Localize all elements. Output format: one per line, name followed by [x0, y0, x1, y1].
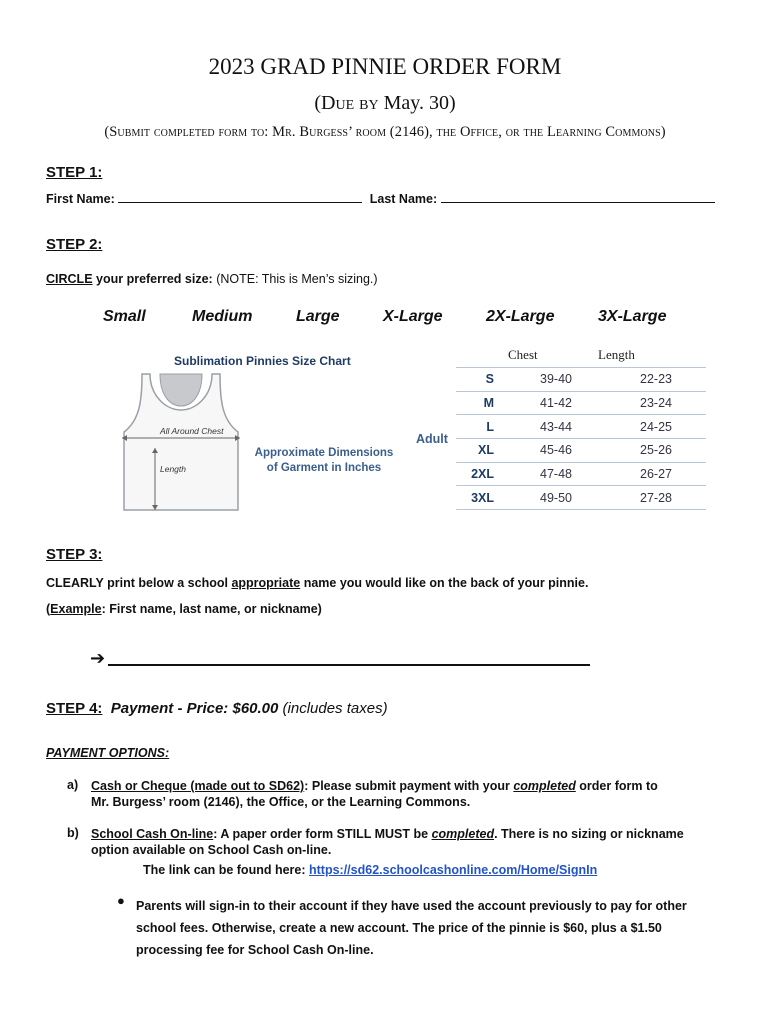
- example-word: Example: [50, 602, 102, 616]
- bullet-icon: ●: [117, 893, 125, 908]
- size-cell: M: [456, 391, 506, 415]
- step1-heading: STEP 1:: [46, 164, 103, 181]
- chest-cell: 41-42: [506, 391, 606, 415]
- first-name-label: First Name:: [46, 192, 115, 206]
- size-table-wrap: [456, 367, 706, 510]
- payment-options-heading: PAYMENT OPTIONS:: [46, 746, 170, 760]
- step3-text-post: name you would like on the back of your pinnie.: [300, 576, 589, 590]
- length-cell: 24-25: [606, 415, 706, 439]
- step4-heading-row: [46, 700, 388, 717]
- chest-cell: 39-40: [506, 368, 606, 391]
- chest-label: All Around Chest: [160, 426, 224, 436]
- link-line: [143, 863, 597, 877]
- size-table-row: [456, 368, 706, 391]
- step3-heading: STEP 3:: [46, 546, 103, 563]
- column-header-chest: Chest: [508, 347, 538, 362]
- submit-instructions: (Submit completed form to: Mr. Burgess’ room (2146), the Office, or the Learning Commons): [104, 124, 666, 140]
- size-table-row: [456, 462, 706, 486]
- option-a-text1: : Please submit payment with your: [304, 779, 514, 793]
- size-table-row: [456, 486, 706, 510]
- option-b-completed: completed: [431, 827, 495, 841]
- payment-price: Payment - Price: $60.00: [102, 700, 279, 717]
- step2-heading: STEP 2:: [46, 236, 103, 253]
- size-table-row: [456, 415, 706, 439]
- length-cell: 27-28: [606, 486, 706, 510]
- includes-taxes: (includes taxes): [278, 700, 388, 717]
- sizing-note: (NOTE: This is Men’s sizing.): [212, 272, 378, 286]
- option-b-title: School Cash On-line: [91, 827, 214, 841]
- option-a-title: Cash or Cheque (made out to SD62): [91, 779, 305, 793]
- size-table-row: [456, 439, 706, 463]
- option-a-text2: order form to: [575, 779, 658, 793]
- due-date: [0, 92, 770, 115]
- size-option-x-large[interactable]: X-Large: [383, 308, 443, 325]
- due-date-value: May. 30): [378, 92, 456, 114]
- dimensions-note: [248, 446, 400, 476]
- step4-heading: STEP 4:: [46, 700, 103, 717]
- size-instruction: [46, 272, 378, 286]
- option-a-completed: completed: [513, 779, 576, 793]
- link-label: The link can be found here:: [143, 863, 309, 877]
- length-label: Length: [160, 464, 186, 474]
- size-instruction-text: your preferred size:: [92, 272, 213, 286]
- chest-cell: 43-44: [506, 415, 606, 439]
- option-a-marker: a): [67, 778, 79, 792]
- length-cell: 22-23: [606, 368, 706, 391]
- size-chart-title: Sublimation Pinnies Size Chart: [174, 354, 351, 368]
- due-label: Due by: [321, 92, 379, 114]
- size-cell: L: [456, 415, 506, 439]
- option-a: [91, 778, 731, 810]
- size-option-large[interactable]: Large: [296, 308, 340, 325]
- chest-cell: 47-48: [506, 462, 606, 486]
- size-cell: XL: [456, 439, 506, 463]
- chest-cell: 49-50: [506, 486, 606, 510]
- length-cell: 26-27: [606, 462, 706, 486]
- last-name-label: Last Name:: [369, 192, 438, 206]
- appropriate-word: appropriate: [231, 576, 301, 590]
- option-a-line2: Mr. Burgess’ room (2146), the Office, or the Learning Commons.: [91, 795, 471, 809]
- pinnie-name-field[interactable]: [108, 664, 590, 666]
- size-options: [0, 308, 770, 330]
- step3-instruction: [46, 576, 588, 590]
- column-header-length: Length: [598, 347, 635, 362]
- option-b-line2: option available on School Cash on-line.: [91, 843, 332, 857]
- example-open: (: [46, 602, 51, 616]
- option-b-text2: . There is no sizing or nickname: [494, 827, 684, 841]
- example-text: : First name, last name, or nickname): [101, 602, 322, 616]
- due-open: (: [314, 92, 322, 114]
- size-cell: 2XL: [456, 462, 506, 486]
- option-b: [91, 826, 741, 858]
- dimensions-line2: of Garment in Inches: [266, 462, 382, 474]
- adult-label: Adult: [416, 432, 448, 446]
- name-fields-row: [46, 191, 715, 206]
- form-title: 2023 GRAD PINNIE ORDER FORM: [208, 54, 562, 79]
- first-name-field[interactable]: [118, 191, 362, 203]
- length-cell: 23-24: [606, 391, 706, 415]
- size-option-2x-large[interactable]: 2X-Large: [486, 308, 555, 325]
- size-cell: S: [456, 368, 506, 391]
- chest-cell: 45-46: [506, 439, 606, 463]
- option-b-text1: : A paper order form STILL MUST be: [213, 827, 432, 841]
- size-table-row: [456, 391, 706, 415]
- last-name-field[interactable]: [441, 191, 715, 203]
- circle-word: CIRCLE: [46, 272, 93, 286]
- size-table: [456, 368, 706, 510]
- size-option-3x-large[interactable]: 3X-Large: [598, 308, 667, 325]
- step3-text-pre: CLEARLY print below a school: [46, 576, 232, 590]
- dimensions-line1: Approximate Dimensions: [254, 447, 394, 459]
- arrow-icon: ➔: [90, 648, 106, 668]
- size-cell: 3XL: [456, 486, 506, 510]
- length-cell: 25-26: [606, 439, 706, 463]
- size-option-small[interactable]: Small: [103, 308, 146, 325]
- option-b-marker: b): [67, 826, 79, 840]
- bullet-text: Parents will sign-in to their account if they have used the account previously to pay for other school fees. Otherwise, create a new account. The price of the pinnie is $60, plus a $1.50 processing fee for School Cash On-line.: [136, 899, 687, 957]
- school-cash-link[interactable]: https://sd62.schoolcashonline.com/Home/SignIn: [309, 863, 598, 877]
- pinnie-diagram: [114, 370, 248, 516]
- example-line: [46, 602, 322, 616]
- size-option-medium[interactable]: Medium: [192, 308, 253, 325]
